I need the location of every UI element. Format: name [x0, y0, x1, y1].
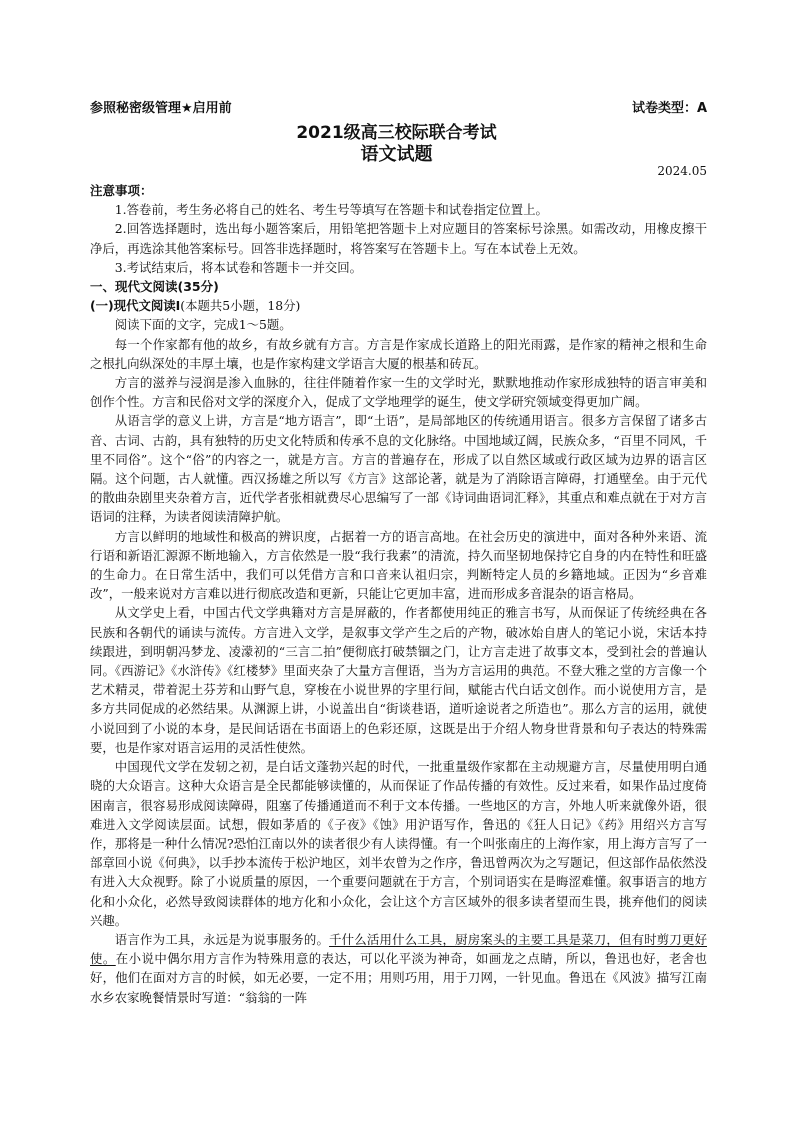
- sub-section-heading-bold: (一)现代文阅读Ⅰ: [90, 298, 181, 314]
- passage-paragraph-6: 中国现代文学在发轫之初，是白话文蓬勃兴起的时代，一批重量级作家都在主动规避方言，尽量使用明白通晓的大众语言。这种大众语言是全民都能够读懂的，从而保证了作品传播的有效性。反过来看，如果作品过度倚困南言，很容易形成阅读障碍，阻塞了传播通道而不利于文本传播。一些地区的方言，外地人听来就像外语，很难进入文学阅读层面。试想，假如茅盾的《子夜》《蚀》用沪语写作，鲁迅的《狂人日记》《药》用绍兴方言写作，那将是一种什么情况?恐怕江南以外的读者很少有人读得懂。有一个叫张南庄的上海作家，用上海方言写了一部章回小说《何典》，以手抄本流传于松沪地区，刘半农曾为之作序，鲁迅曾两次为之写题记，但这部作品依然没有进入大众视野。除了小说质量的原因，一个重要问题就在于方言，个别词语实在是晦涩难懂。叙事语言的地方化和小众化，必然导致阅读群体的地方化和小众化，会让这个方言区域外的很多读者望而生畏，挑弃他们的阅读兴趣。: [90, 759, 707, 928]
- passage-paragraph-7-rest: 在小说中偶尔用方言作为特殊用意的表达，可以化平淡为神奇，如画龙之点睛，所以，鲁迅也好，老舍也好，他们在面对方言的时候，如无必要，一定不用；用则巧用，用于刀网，一针见血。鲁迅在《风波》描写江南水乡农家晚餐情景时写道：“翁翁的一阵: [90, 951, 708, 1005]
- section-heading: 一、现代文阅读(35分): [90, 279, 219, 295]
- note-item-2: 2.回答选择题时，选出每小题答案后，用铅笔把答题卡上对应题目的答案标号涂黑。如需改动，用橡皮擦干净后，再选涂其他答案标号。回答非选择题时，将答案写在答题卡上。写在本试卷上无效。: [90, 221, 707, 256]
- note-item-3: 3.考试结束后，将本试卷和答题卡一并交回。: [114, 259, 363, 275]
- passage-paragraph-7-start: 语言作为工具，永远是为说事服务的。: [114, 931, 330, 947]
- underlined-sentence: 千什么活用什么工具，厨房案头的主要工具是菜刀，但有时剪刀更好使。: [90, 931, 708, 967]
- exam-title: 2021级高三校际联合考试: [296, 123, 497, 143]
- passage-paragraph-5: 从文学史上看，中国古代文学典籍对方言是屏蔽的，作者都使用纯正的雅言书写，从而保证了传统经典在各民族和各朝代的诵读与流传。方言进入文学，是叙事文学产生之后的产物，破冰始自唐人的笔记小说，宋话本持续跟进，到明朝冯梦龙、凌濛初的“三言二拍”便彻底打破禁锢之门，让方言走进了故事文本，受到社会的普遍认同。《西游记》《水浒传》《红楼梦》里面夹杂了大量方言俚语，当为方言运用的典范。不登大雅之堂的方言像一个艺术精灵，带着泥土芬芳和山野气息，穿梭在小说世界的字里行间，赋能古代白话文创作。而小说使用方言，是多方共同促成的必然结果。从渊源上讲，小说盖出自“街谈巷语，道听途说者之所造也”。那么方言的运用，就使小说回到了小说的本身，是民间话语在书面语上的色彩还原，这既是出于介绍人物身世背景和句子表达的特殊需要，也是作家对语言运用的灵活性使然。: [90, 605, 707, 755]
- reading-instruction: 阅读下面的文字，完成1～5题。: [114, 317, 292, 333]
- notes-title: 注意事项：: [90, 183, 153, 198]
- passage-paragraph-3: 从语言学的意义上讲，方言是“地方语言”，即“土语”，是局部地区的传统通用语言。很多方言保留了诸多古音、古词、古韵，具有独特的历史文化特质和传承不息的文化脉络。中国地域辽阔，民族众多，“百里不同风，千里不同俗”。这个“俗”的内容之一，就是方言。方言的普遍存在，形成了以自然区域或行政区域为边界的语言区隔。这个问题，古人就懂。西汉扬雄之所以写《方言》这部论著，就是为了消除语言障碍，打通壁垒。由于元代的散曲杂剧里夹杂着方言，近代学者张相就费尽心思编写了一部《诗词曲语词汇释》，其重点和难点就在于对方言语词的注释，为读者阅读清障护航。: [90, 413, 707, 525]
- sub-section-heading-rest: (本题共5小题，18分): [180, 298, 301, 314]
- passage-paragraph-4: 方言以鲜明的地域性和极高的辨识度，占据着一方的语言高地。在社会历史的演进中，面对各种外来语、流行语和新语汇源源不断地输入，方言依然是一股“我行我素”的清流，持久而坚韧地保持它自身的内在特性和旺盛的生命力。在日常生活中，我们可以凭借方言和口音来认祖归宗，判断特定人员的乡籍地域。正因为“乡音难改”，一般来说对方言难以进行彻底改造和更新，只能让它更加丰富，进而形成多音混杂的语言格局。: [90, 528, 707, 602]
- subject-title: 语文试题: [360, 144, 433, 165]
- exam-body: [90, 181, 707, 1007]
- passage-paragraph-2: 方言的滋养与浸润是渗入血脉的，往往伴随着作家一生的文学时光，默默地推动作家形成独特的语言审美和创作个性。方言和民俗对文学的深度介入，促成了文学地理学的诞生，使文学研究领域变得更加广阔。: [90, 375, 707, 410]
- paper-type-label: 试卷类型：A: [631, 101, 707, 116]
- note-item-1: 1.答卷前，考生务必将自己的姓名、考生号等填写在答题卡和试卷指定位置上。: [114, 202, 548, 218]
- passage-paragraph-1: 每一个作家都有他的故乡，有故乡就有方言。方言是作家成长道路上的阳光雨露，是作家的精神之根和生命之根扎向纵深处的丰厚土壤，也是作家构建文学语言大厦的根基和砖瓦。: [90, 336, 707, 371]
- confidentiality-label: 参照秘密级管理★启用前: [90, 101, 232, 116]
- sub-section-heading: [90, 296, 707, 315]
- exam-date: 2024.05: [657, 164, 707, 178]
- passage-paragraph-7: [90, 930, 707, 1007]
